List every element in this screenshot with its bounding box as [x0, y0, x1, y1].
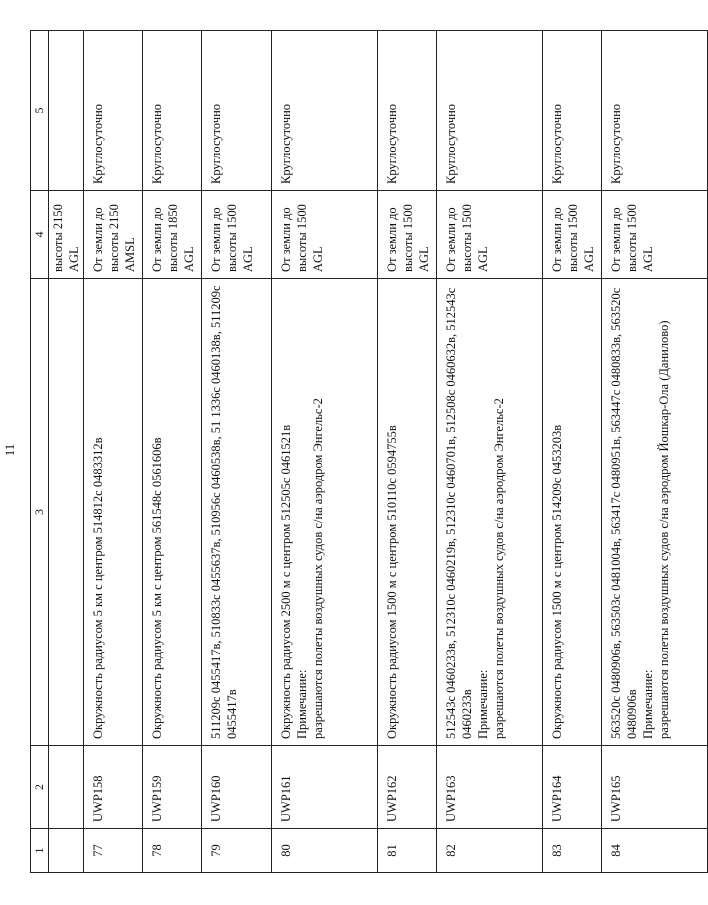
operating-time-cell: Круглосуточно — [272, 31, 378, 191]
zone-boundary-cell: Окружность радиусом 5 км с центром 514812с 0483312в — [84, 279, 143, 746]
column-number-5: 5 — [31, 31, 49, 191]
continuation-cell-2 — [49, 746, 84, 829]
row-number-cell: 77 — [84, 829, 143, 873]
operating-time-cell: Круглосуточно — [543, 31, 602, 191]
continuation-row — [49, 31, 84, 873]
continuation-cell-5 — [49, 31, 84, 191]
row-number-cell: 82 — [437, 829, 543, 873]
altitude-limit-cell: От земли до высоты 1500 AGL — [202, 191, 272, 279]
zone-code-cell: UWP158 — [84, 746, 143, 829]
column-number-1: 1 — [31, 829, 49, 873]
zone-code-cell: UWP159 — [143, 746, 202, 829]
zone-code-cell: UWP162 — [378, 746, 437, 829]
zone-code-cell: UWP164 — [543, 746, 602, 829]
operating-time-cell: Круглосуточно — [437, 31, 543, 191]
altitude-limit-cell: От земли до высоты 1500 AGL — [543, 191, 602, 279]
zone-boundary-cell: 512543с 0460233в, 512310с 0460219в, 512310с 0460701в, 512508с 0460632в, 512543с 0460233в Примечание: разрешаются полеты воздушных судов с/на аэродром Энгельс-2 — [437, 279, 543, 746]
operating-time-cell: Круглосуточно — [602, 31, 708, 191]
zone-code-cell: UWP163 — [437, 746, 543, 829]
altitude-limit-cell: От земли до высоты 1500 AGL — [602, 191, 708, 279]
row-number-cell: 84 — [602, 829, 708, 873]
zone-code-cell: UWP160 — [202, 746, 272, 829]
operating-time-cell: Круглосуточно — [84, 31, 143, 191]
column-number-4: 4 — [31, 191, 49, 279]
operating-time-cell: Круглосуточно — [202, 31, 272, 191]
row-number-cell: 81 — [378, 829, 437, 873]
zone-code-cell: UWP165 — [602, 746, 708, 829]
continuation-height-cell: высоты 2150 AGL — [49, 191, 84, 279]
zone-boundary-cell: Окружность радиусом 5 км с центром 561548с 0561606в — [143, 279, 202, 746]
altitude-limit-cell: От земли до высоты 1500 AGL — [378, 191, 437, 279]
column-number-3: 3 — [31, 279, 49, 746]
altitude-limit-cell: От земли до высоты 1850 AGL — [143, 191, 202, 279]
altitude-limit-cell: От земли до высоты 2150 AMSL — [84, 191, 143, 279]
altitude-limit-cell: От земли до высоты 1500 AGL — [272, 191, 378, 279]
zone-boundary-cell: Окружность радиусом 1500 м с центром 514209с 0453203в — [543, 279, 602, 746]
airspace-table — [30, 30, 708, 873]
table-row — [543, 31, 602, 873]
row-number-cell: 80 — [272, 829, 378, 873]
table-row — [143, 31, 202, 873]
zone-boundary-cell: Окружность радиусом 1500 м с центром 510110с 0594755в — [378, 279, 437, 746]
table-row — [272, 31, 378, 873]
zone-boundary-cell: 563520с 0480906в, 563503с 0481004в, 563417с 0480951в, 563447с 0480833в, 563520с 0480906в Примечание: разрешаются полеты воздушных судов с/на аэродром Йошкар-Ола (Данилово) — [602, 279, 708, 746]
table-row — [202, 31, 272, 873]
operating-time-cell: Круглосуточно — [378, 31, 437, 191]
table-row — [602, 31, 708, 873]
zone-boundary-cell: 511209с 0455417в, 510833с 0455637в, 510956с 0460538в, 51 1336с 0460138в, 511209с 0455417в — [202, 279, 272, 746]
zone-boundary-cell: Окружность радиусом 2500 м с центром 512505с 0461521в Примечание: разрешаются полеты воздушных судов с/на аэродром Энгельс-2 — [272, 279, 378, 746]
column-number-header-row — [31, 31, 49, 873]
column-number-2: 2 — [31, 746, 49, 829]
table-row — [84, 31, 143, 873]
continuation-cell-3 — [49, 279, 84, 746]
row-number-cell: 78 — [143, 829, 202, 873]
operating-time-cell: Круглосуточно — [143, 31, 202, 191]
altitude-limit-cell: От земли до высоты 1500 AGL — [437, 191, 543, 279]
row-number-cell: 79 — [202, 829, 272, 873]
zone-code-cell: UWP161 — [272, 746, 378, 829]
continuation-cell-1 — [49, 829, 84, 873]
table-row — [437, 31, 543, 873]
row-number-cell: 83 — [543, 829, 602, 873]
page-number: 11 — [2, 443, 17, 457]
table-row — [378, 31, 437, 873]
